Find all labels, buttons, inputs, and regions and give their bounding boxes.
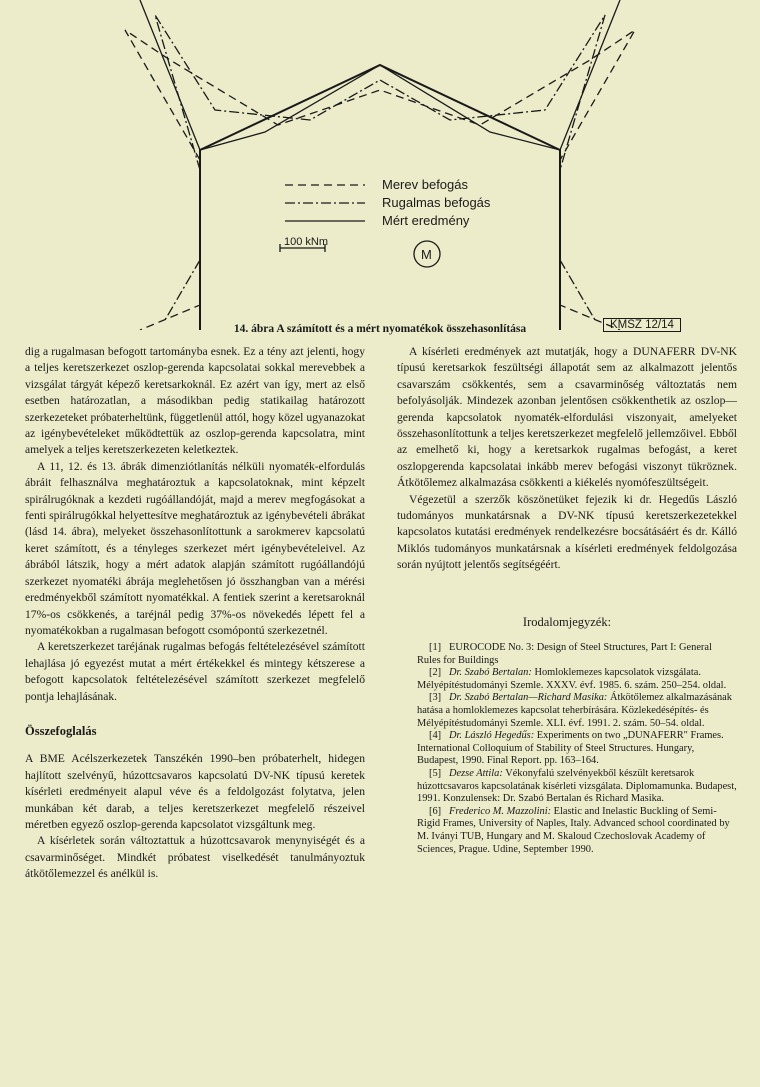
measured-moment-line xyxy=(140,0,620,150)
figure-code: KMSZ 12/14 xyxy=(603,318,681,332)
figure-caption: 14. ábra A számított és a mért nyomatékok összehasonlítása xyxy=(233,323,527,335)
paragraph: A 11, 12. és 13. ábrák dimenziótlanítás nélküli nyomaték-elfordulás ábráit felhasználva meghatároztuk a kapcsolatoknak, mint képzelt spirálrugóknak a kezdeti rugóállandóját, majd a merev megfogásokat a fenti spirálrugókkal helyettesítve meghatároztuk az igénybevételi ábrákat (lásd 14. ábra), melyeket összehasonlítottunk a sarokmerev kapcsolatú keret számított, és a tényleges szerkezet mért igénybevételeivel. Az ábrából látszik, hogy a mért adatok alapján számított rugóállandójú szerkezet nyomatéki ábrája meglehetősen jó összhangban van a mérési eredményekből számított nyomatékkal. A fentiek szerint a keretsaroknál 17%-os csökkenés, a taréjnál pedig 37%-os növekedés lépett fel a nyomatékokban a rugalmasan befogott csomópontú szerkezetnél. xyxy=(25,459,365,637)
frame-outline xyxy=(200,65,560,330)
paragraph: A kísérletek során változtattuk a húzottcsavarok menynyiségét és a csavarminőséget. Mindkét próbatest viselkedését tanulmányoztuk átkötőlemezzel és anélkül is. xyxy=(25,834,365,881)
reference-item: [5] Dezse Attila: Vékonyfalú szelvényekből készült keretsarok húzottcsavaros kapcsolatának kísérleti vizsgálata. Diplomamunka. Budapest, 1991. Konzulensek: Dr. Szabó Bertalan és Richard Masika. xyxy=(417,768,737,805)
reference-item: [2] Dr. Szabó Bertalan: Homloklemezes kapcsolatok vizsgálata. Mélyépítéstudományi Szemle. XXXV. évf. 1985. 6. szám. 250–254. oldal. xyxy=(417,667,727,691)
legend-elastic-label: Rugalmas befogás xyxy=(382,195,491,210)
left-column xyxy=(25,344,365,883)
moment-diagram-figure xyxy=(0,0,760,330)
right-column xyxy=(397,344,737,856)
elastic-fixation-line xyxy=(155,15,605,320)
paragraph: A keretszerkezet taréjának rugalmas befogás feltételezésével számított lehajlása jó egyezést mutat a mért értékekkel és mintegy kétszerese a befogott kapcsolatok feltételezésével számított szerkezet megfelelő pontja lehajlásának. xyxy=(25,640,365,703)
reference-item: [4] Dr. László Hegedűs: Experiments on two „DUNAFERR" Frames. International Colloquium of Stability of Steel Structures. Hungary, Budapest, 1990. Final Report. pp. 163–164. xyxy=(417,730,724,767)
reference-item: [3] Dr. Szabó Bertalan—Richard Masika: Átkötőlemez alkalmazásának hatása a homloklemezes kapcsolat teherbírására. Közlekedésépítés- és Mélyépítéstudományi Szemle. XLI. évf. 1991. 2. szám. 50–54. oldal. xyxy=(417,692,732,729)
scale-label: 100 kNm xyxy=(284,236,329,248)
reference-item: [6] Frederico M. Mazzolini: Elastic and Inelastic Buckling of Semi-Rigid Frames, University of Naples, Italy. Advanced school coordinated by M. Iványi TUB, Hungary and M. Skaloud Czechoslovak Academy of Sciences, Prague. Udine, September 1990. xyxy=(417,805,730,855)
paragraph: Végezetül a szerzők köszönetüket fejezik ki dr. Hegedűs László tudományos munkatársnak a DV-NK típusú keretszerkezetekkel kapcsolatos kutatási eredmények rendelkezésre bocsátásáért és dr. Kálló Miklós tudományos munkatársnak a kísérleti eredmények feldolgozása során nyújtott jelentős segítségéért. xyxy=(397,492,737,572)
paragraph: A kísérleti eredmények azt mutatják, hogy a DUNAFERR DV-NK típusú keretsarkok feszültségi állapotát sem az alkalmazott jelentős csavarszám csökkentés, sem a csavarminőség változtatás nem befolyásolják. Mindezek azonban jelentősen csökkenthetik az oszlop—gerenda kapcsolatok nyomaték-elfordulási viszonyait, amelyeket összehasonlítottunk a teljes keretszerkezet megfelelő jellemzőivel. Ebből az emelhető ki, hogy a keretsarkok rugalmas befogást, a keret oszlopgerenda kapcsolatai inkább merev befogási viszonyt tükröznek. Átkötőlemez alkalmazása csökkenti a kiékelés nyomófeszültségeit. xyxy=(397,345,737,490)
legend-measured-label: Mért eredmény xyxy=(382,213,470,228)
paragraph: A BME Acélszerkezetek Tanszékén 1990–ben próbaterhelt, hidegen hajlított szelvényű, húzottcsavaros kapcsolatú DV-NK típusú keretek kísérleti eredményeit alapul véve és a feldolgozást folytatva, jelen munkában két darab, a teljes keretszerkezet megfelelő részeivel méretben egyező oszlop-gerenda kapcsolatot vizsgáltunk meg. xyxy=(25,752,365,831)
rigid-fixation-line xyxy=(125,30,635,330)
reference-item: [1] EUROCODE No. 3: Design of Steel Structures, Part I: General Rules for Buildings xyxy=(417,642,712,666)
references-list xyxy=(397,642,737,856)
paragraph: dig a rugalmasan befogott tartományba esnek. Ez a tény azt jelenti, hogy a teljes keretszerkezet oszlop-gerenda kapcsolatai sokkal merevebbek a vizsgálat tárgyát képező keretsarkoknál. Ez azért van így, mert az első esetben határozatlan, a másodikban pedig statikailag határozott szerkezeteket próbaterheltünk, függetlenül attól, hogy közel ugyanazokat az igénybevételeket működtettük az oszlop-gerenda kapcsolatra, mint amelyek a teljes keretszerkezeten keletkeztek. xyxy=(25,345,365,457)
legend-rigid-label: Merev befogás xyxy=(382,177,468,192)
section-heading: Összefoglalás xyxy=(25,723,97,738)
moment-symbol: M xyxy=(421,247,432,262)
references-title: Irodalomjegyzék: xyxy=(522,614,612,629)
moment-diagram xyxy=(0,0,760,330)
